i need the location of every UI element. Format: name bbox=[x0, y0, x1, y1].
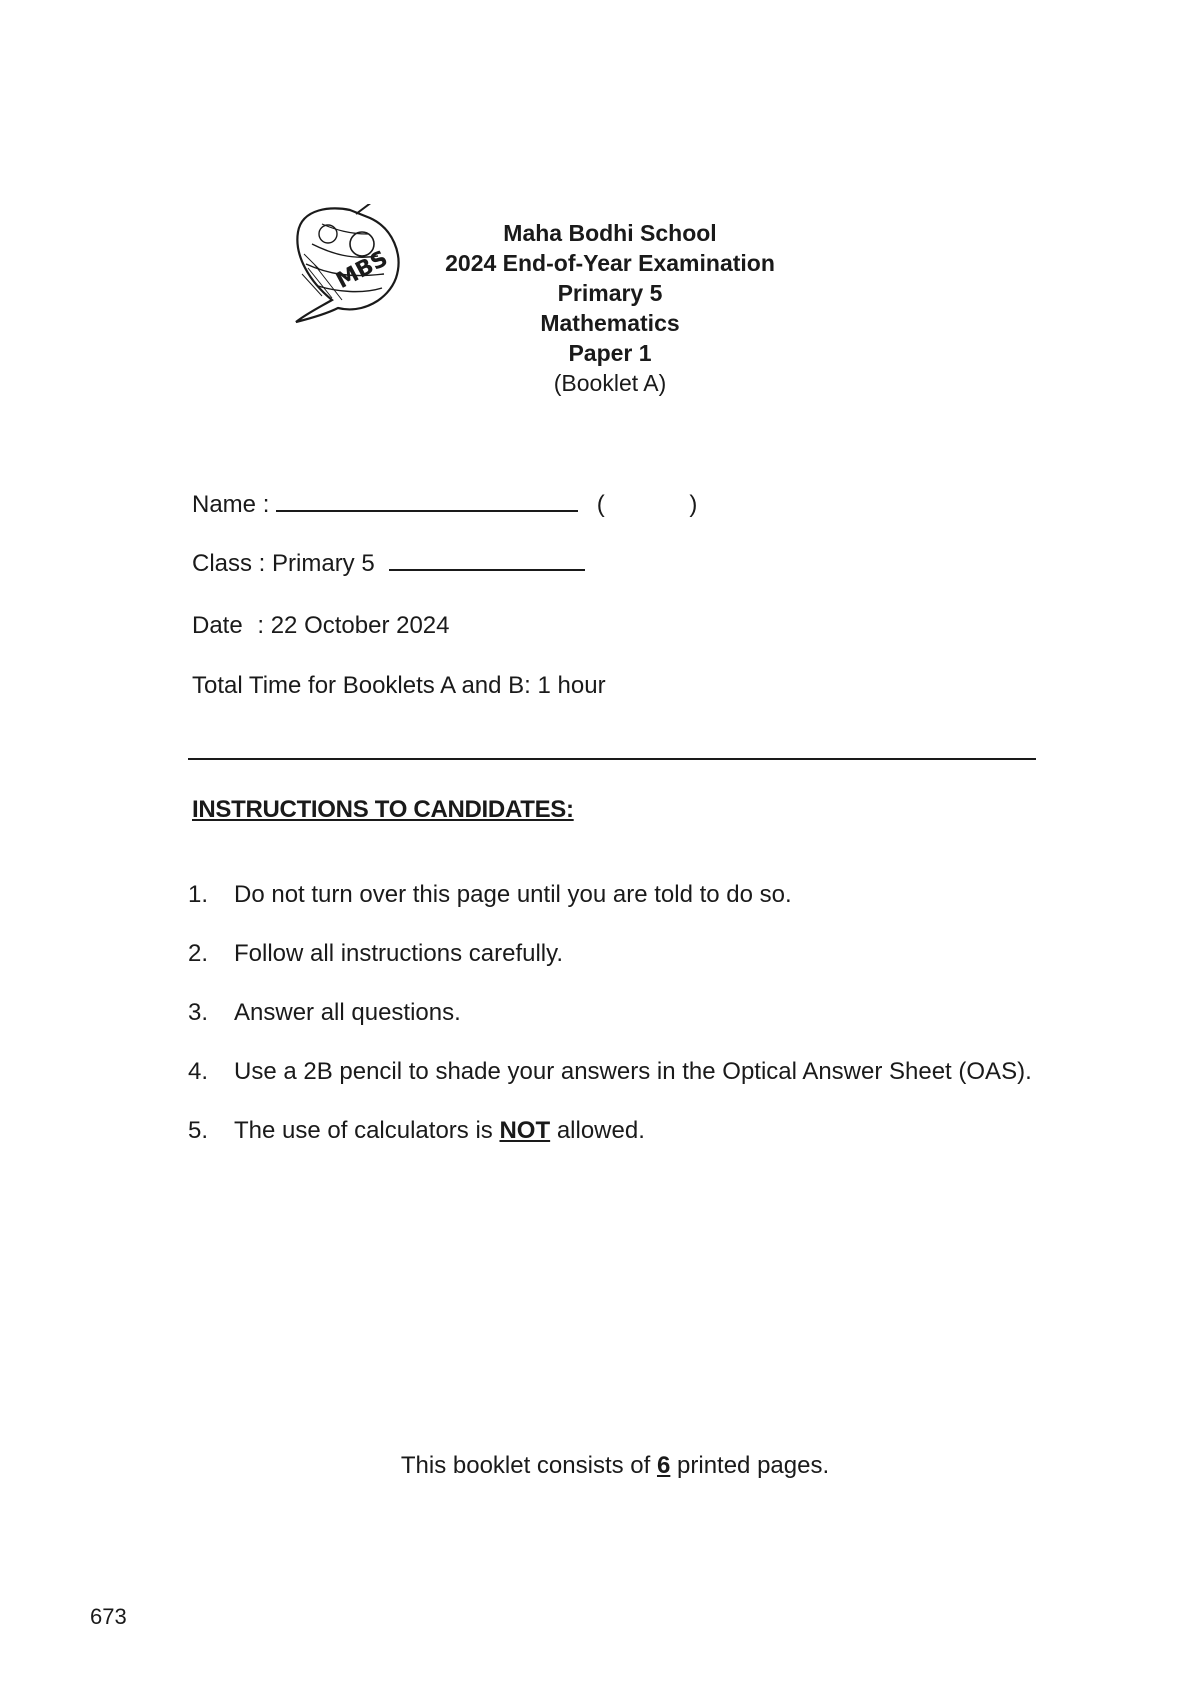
name-label: Name : bbox=[192, 491, 270, 518]
list-item bbox=[188, 1116, 1048, 1146]
instructions-heading: INSTRUCTIONS TO CANDIDATES: bbox=[192, 796, 574, 823]
list-item bbox=[188, 880, 1048, 910]
item-text: Use a 2B pencil to shade your answers in the Optical Answer Sheet (OAS). bbox=[234, 1058, 1032, 1085]
item-emphasis: NOT bbox=[499, 1117, 551, 1144]
page-count-before: This booklet consists of bbox=[400, 1452, 651, 1479]
page-count-note bbox=[0, 1452, 1200, 1480]
item-number: 5. bbox=[188, 1117, 209, 1144]
class-blank[interactable] bbox=[389, 549, 585, 571]
name-blank[interactable] bbox=[276, 490, 578, 512]
page-number: 673 bbox=[90, 1604, 127, 1629]
register-number-open-paren: ( bbox=[596, 491, 605, 518]
school-crest-leaf-icon bbox=[292, 204, 404, 326]
list-item bbox=[188, 998, 1048, 1028]
item-text-before: The use of calculators is bbox=[234, 1117, 493, 1144]
school-name: Maha Bodhi School bbox=[503, 220, 717, 246]
logo-lettering: MBS bbox=[332, 246, 393, 294]
class-label: Class : Primary 5 bbox=[192, 550, 375, 577]
register-number-close-paren: ) bbox=[689, 491, 698, 518]
item-text bbox=[234, 1117, 645, 1144]
exam-title: 2024 End-of-Year Examination bbox=[445, 250, 775, 276]
page-count-value: 6 bbox=[656, 1452, 671, 1479]
section-divider bbox=[188, 758, 1036, 760]
item-number: 1. bbox=[188, 881, 209, 908]
exam-booklet: (Booklet A) bbox=[553, 370, 667, 396]
date-value: : 22 October 2024 bbox=[257, 612, 450, 639]
exam-paper: Paper 1 bbox=[568, 340, 652, 366]
item-number: 4. bbox=[188, 1058, 209, 1085]
date-field-row bbox=[192, 612, 450, 640]
instructions-list bbox=[188, 880, 1048, 1175]
item-text: Answer all questions. bbox=[234, 999, 461, 1026]
item-number: 2. bbox=[188, 940, 209, 967]
list-item bbox=[188, 1057, 1048, 1087]
list-item bbox=[188, 939, 1048, 969]
name-field-row bbox=[192, 490, 697, 519]
class-field-row bbox=[192, 549, 585, 578]
date-label: Date bbox=[192, 612, 243, 639]
item-text: Follow all instructions carefully. bbox=[234, 940, 564, 967]
exam-subject: Mathematics bbox=[540, 310, 680, 336]
exam-level: Primary 5 bbox=[557, 280, 663, 306]
item-text: Do not turn over this page until you are told to do so. bbox=[234, 881, 792, 908]
item-number: 3. bbox=[188, 999, 209, 1026]
total-time: Total Time for Booklets A and B: 1 hour bbox=[192, 672, 606, 699]
page-count-after: printed pages. bbox=[677, 1452, 830, 1479]
exam-header bbox=[400, 218, 820, 398]
item-text-after: allowed. bbox=[556, 1117, 645, 1144]
